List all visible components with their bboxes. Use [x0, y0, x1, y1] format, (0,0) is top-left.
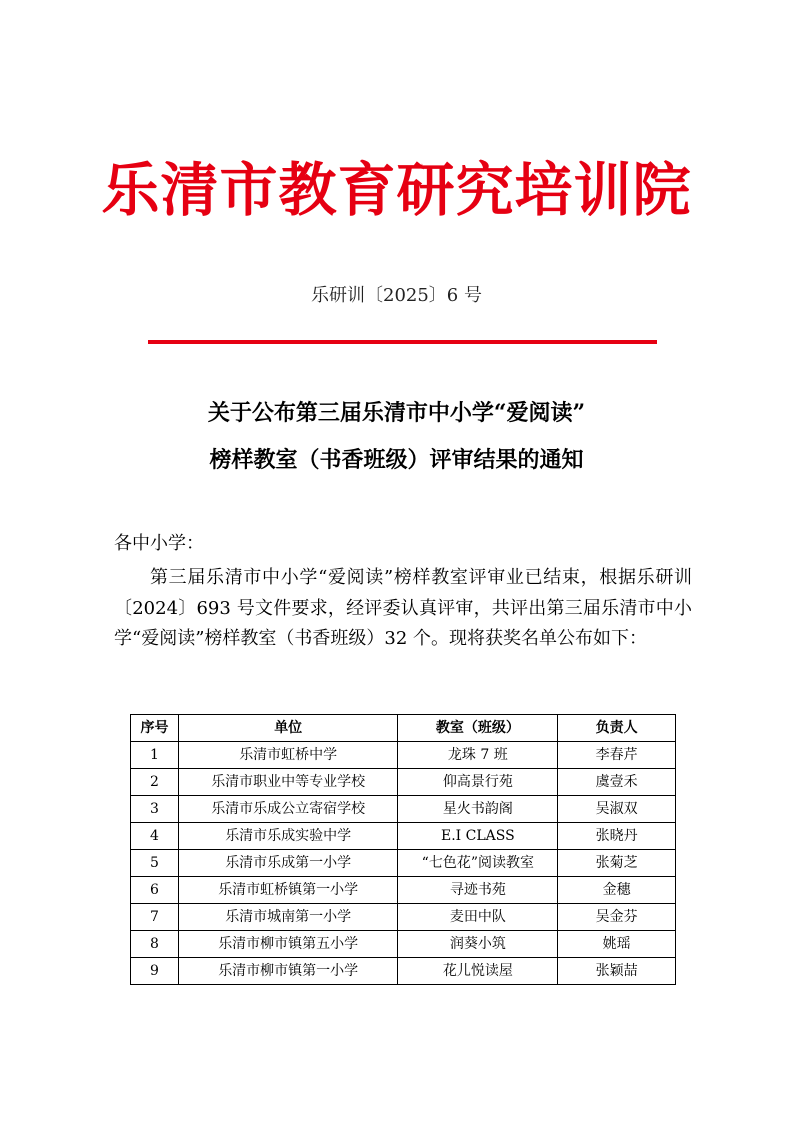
- cell-person: 吴金芬: [558, 904, 676, 931]
- cell-serial: 7: [131, 904, 179, 931]
- notice-title-line-1: 关于公布第三届乐清市中小学“爱阅读”: [207, 400, 586, 426]
- notice-title-line-2: 榜样教室（书香班级）评审结果的通知: [209, 447, 584, 473]
- cell-person: 张颖喆: [558, 958, 676, 985]
- award-list-table: [130, 714, 676, 985]
- table-row: [131, 904, 676, 931]
- cell-classroom: 龙珠 7 班: [398, 742, 558, 769]
- org-title: 乐清市教育研究培训院: [101, 156, 692, 224]
- cell-unit: 乐清市虹桥中学: [178, 742, 398, 769]
- cell-serial: 3: [131, 796, 179, 823]
- table-row: [131, 796, 676, 823]
- cell-person: 金穗: [558, 877, 676, 904]
- cell-person: 虞壹禾: [558, 769, 676, 796]
- cell-serial: 8: [131, 931, 179, 958]
- cell-serial: 9: [131, 958, 179, 985]
- cell-classroom: 麦田中队: [398, 904, 558, 931]
- cell-unit: 乐清市乐成公立寄宿学校: [178, 796, 398, 823]
- cell-person: 李春芹: [558, 742, 676, 769]
- cell-classroom: 仰高景行苑: [398, 769, 558, 796]
- cell-person: 吴淑双: [558, 796, 676, 823]
- cell-person: 张晓丹: [558, 823, 676, 850]
- header-unit: 单位: [178, 715, 398, 742]
- cell-unit: 乐清市城南第一小学: [178, 904, 398, 931]
- cell-classroom: “七色花”阅读教室: [398, 850, 558, 877]
- table-row: [131, 958, 676, 985]
- cell-classroom: 润葵小筑: [398, 931, 558, 958]
- cell-unit: 乐清市虹桥镇第一小学: [178, 877, 398, 904]
- table-row: [131, 931, 676, 958]
- document-number: 乐研训〔2025〕6 号: [311, 285, 482, 306]
- table-row: [131, 769, 676, 796]
- cell-serial: 1: [131, 742, 179, 769]
- cell-classroom: E.I CLASS: [398, 823, 558, 850]
- cell-serial: 4: [131, 823, 179, 850]
- cell-unit: 乐清市柳市镇第五小学: [178, 931, 398, 958]
- cell-unit: 乐清市乐成实验中学: [178, 823, 398, 850]
- salutation: 各中小学：: [114, 533, 204, 554]
- cell-person: 姚瑶: [558, 931, 676, 958]
- header-classroom: 教室（班级）: [398, 715, 558, 742]
- cell-classroom: 星火书韵阁: [398, 796, 558, 823]
- cell-unit: 乐清市乐成第一小学: [178, 850, 398, 877]
- cell-serial: 6: [131, 877, 179, 904]
- cell-classroom: 花儿悦读屋: [398, 958, 558, 985]
- cell-serial: 2: [131, 769, 179, 796]
- cell-unit: 乐清市职业中等专业学校: [178, 769, 398, 796]
- cell-classroom: 寻迹书苑: [398, 877, 558, 904]
- cell-unit: 乐清市柳市镇第一小学: [178, 958, 398, 985]
- notice-body-paragraph: 第三届乐清市中小学“爱阅读”榜样教室评审业已结束，根据乐研训〔2024〕693 号文件要求，经评委认真评审，共评出第三届乐清市中小学“爱阅读”榜样教室（书香班级）32 个。现将获奖名单公布如下：: [114, 567, 692, 649]
- table-row: [131, 742, 676, 769]
- red-divider-rule: [148, 340, 657, 344]
- table-row: [131, 823, 676, 850]
- cell-serial: 5: [131, 850, 179, 877]
- header-serial: 序号: [131, 715, 179, 742]
- cell-person: 张菊芝: [558, 850, 676, 877]
- table-row: [131, 850, 676, 877]
- table-row: [131, 877, 676, 904]
- header-person-in-charge: 负责人: [558, 715, 676, 742]
- table-header-row: [131, 715, 676, 742]
